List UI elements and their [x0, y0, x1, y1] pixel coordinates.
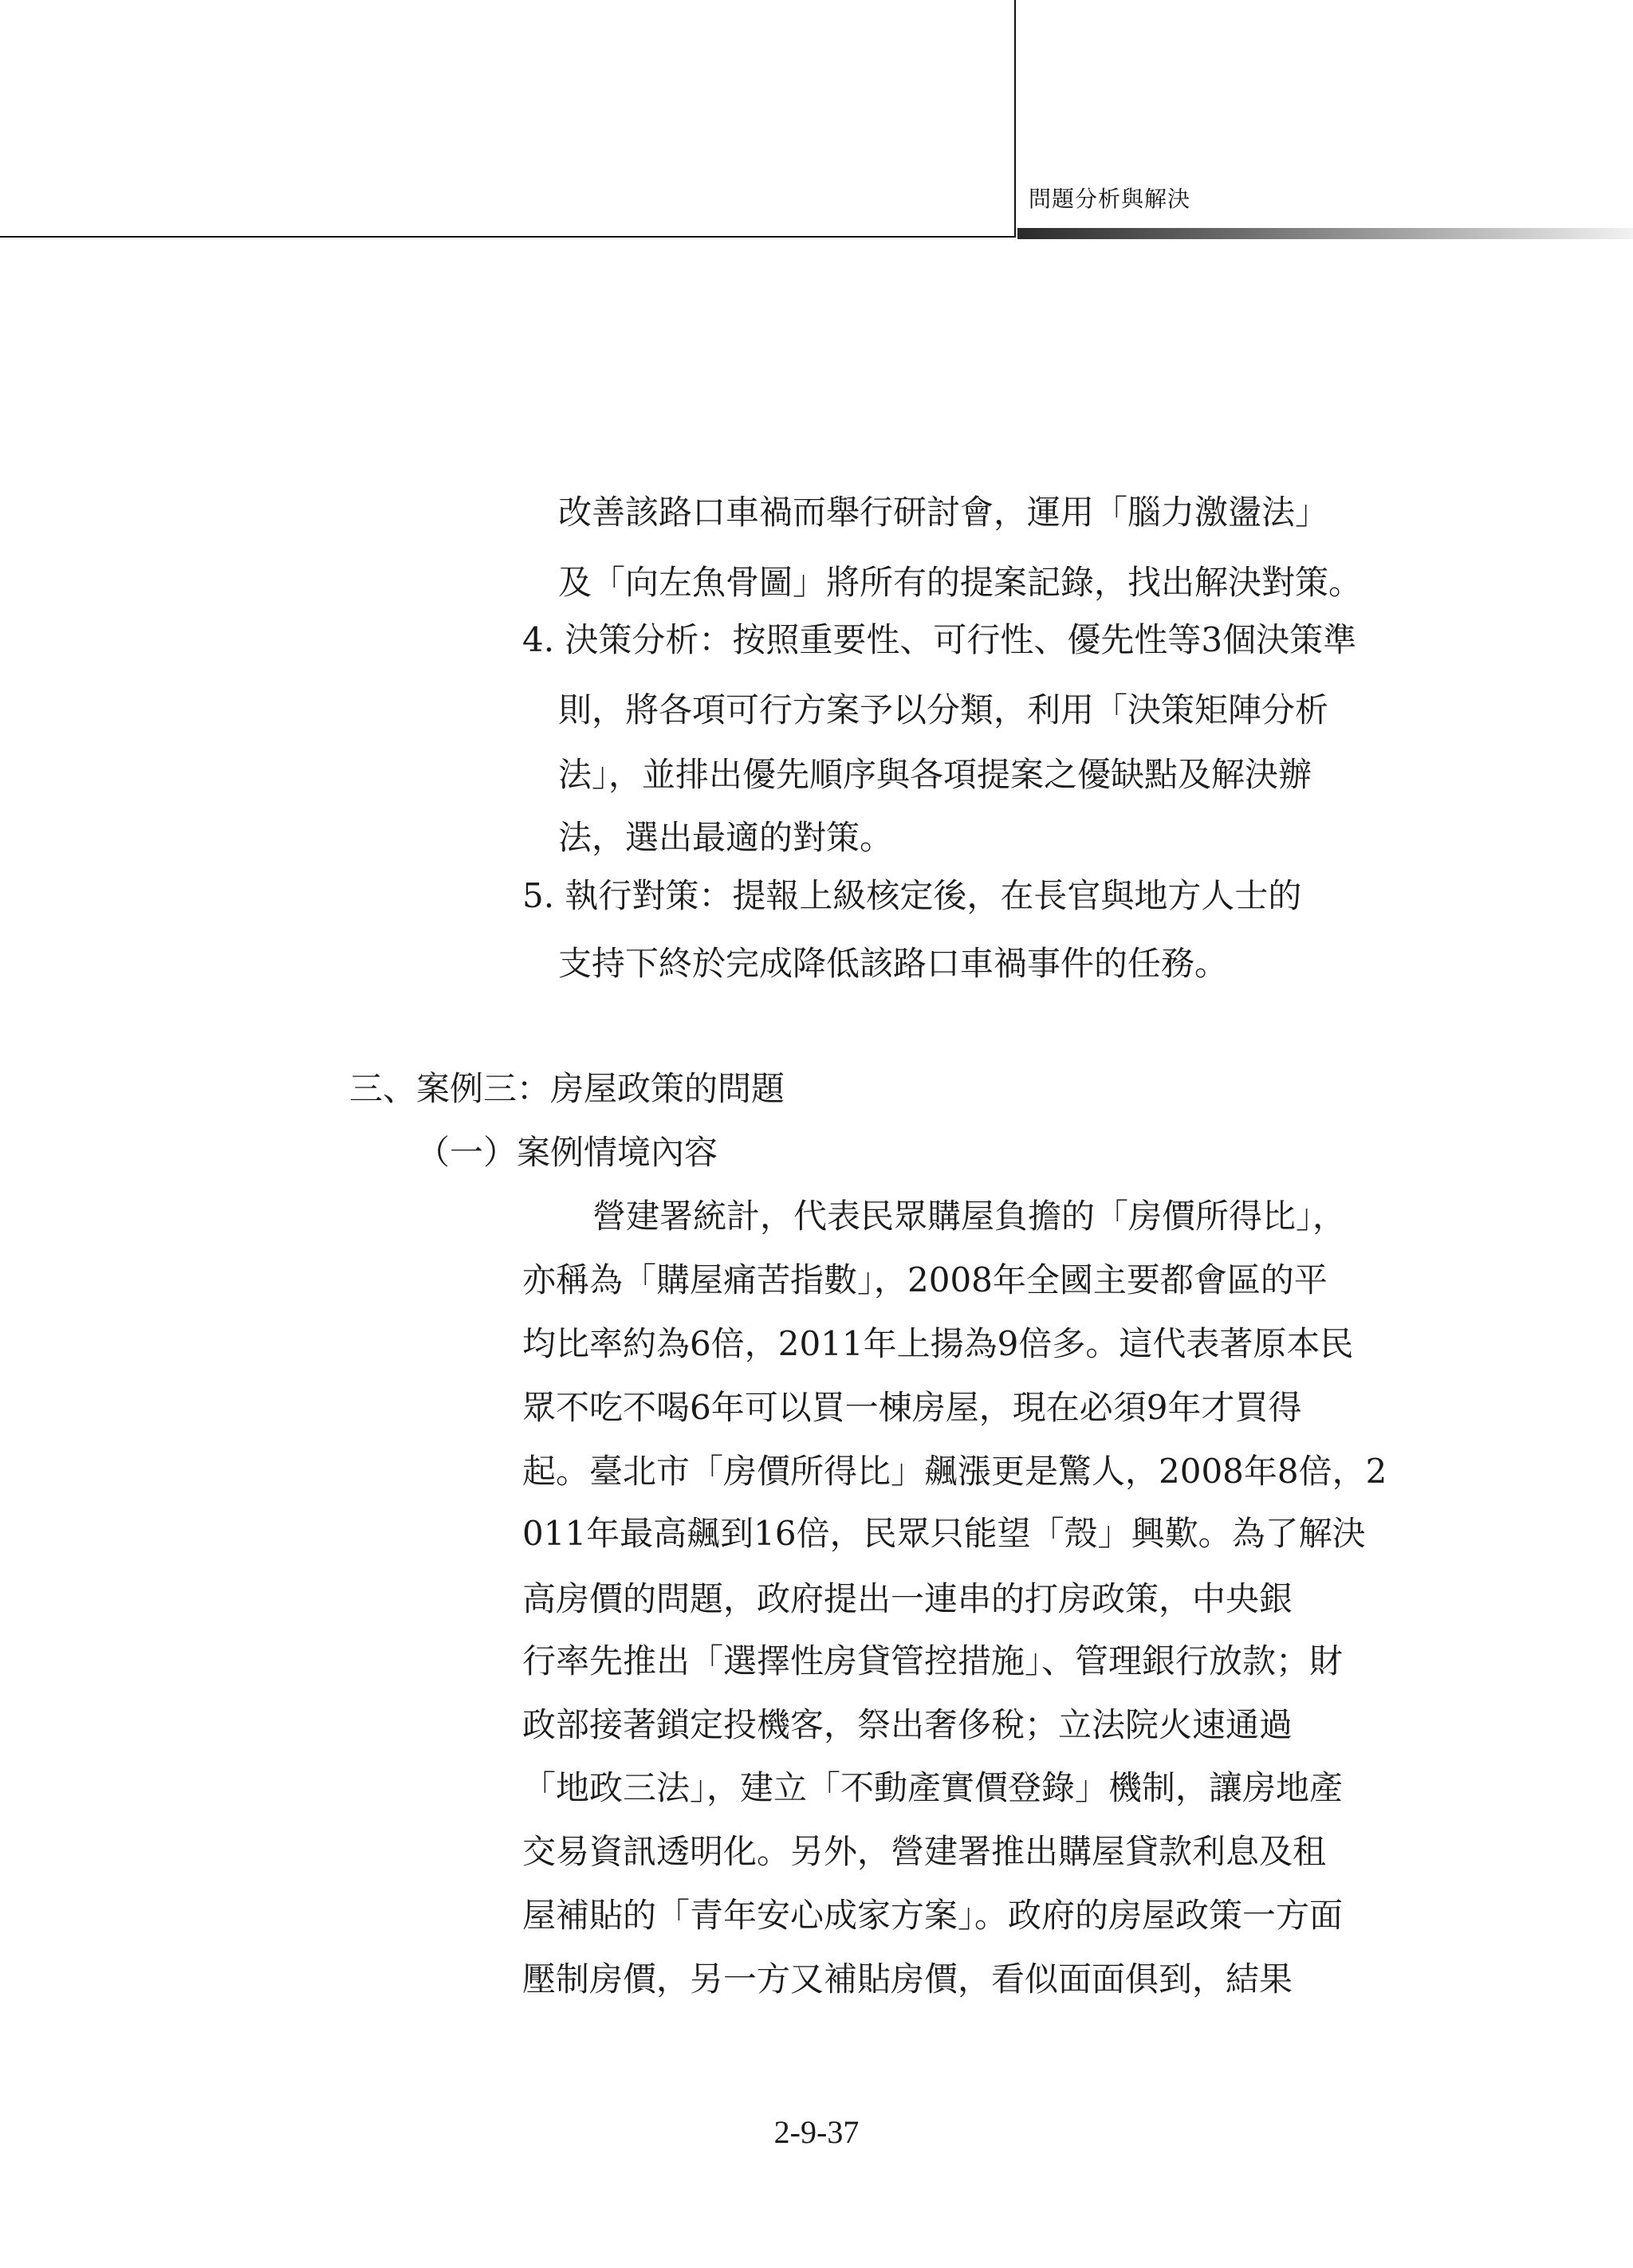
header-vertical-rule — [1014, 0, 1016, 238]
paragraph-line: 均比率約為6倍，2011年上揚為9倍多。這代表著原本民 — [522, 1324, 1354, 1363]
page-number: 2-9-37 — [773, 2114, 860, 2150]
paragraph-line: 屋補貼的「青年安心成家方案」。政府的房屋政策一方面 — [522, 1896, 1344, 1935]
body-line: 法」，並排出優先順序與各項提案之優缺點及解決辦 — [558, 755, 1312, 794]
body-line: 則，將各項可行方案予以分類，利用「決策矩陣分析 — [558, 690, 1329, 729]
header-gradient-bar — [1017, 228, 1633, 239]
running-header-title: 問題分析與解決 — [1029, 186, 1191, 212]
paragraph-line: 011年最高飆到16倍，民眾只能望「殼」興歎。為了解決 — [522, 1514, 1366, 1553]
list-item-4: 4. 決策分析：按照重要性、可行性、優先性等3個決策準 — [522, 620, 1357, 659]
paragraph-line: 高房價的問題，政府提出一連串的打房政策，中央銀 — [522, 1579, 1293, 1618]
body-line: 改善該路口車禍而舉行研討會，運用「腦力激盪法」 — [558, 493, 1329, 532]
header-rule — [0, 236, 1014, 238]
body-line: 及「向左魚骨圖」將所有的提案記錄，找出解決對策。 — [558, 563, 1363, 602]
subsection-heading: （一）案例情境內容 — [416, 1133, 718, 1172]
paragraph-line: 壓制房價，另一方又補貼房價，看似面面俱到，結果 — [522, 1959, 1293, 1999]
paragraph-line: 行率先推出「選擇性房貸管控措施」、管理銀行放款；財 — [522, 1641, 1344, 1680]
paragraph-line: 眾不吃不喝6年可以買一棟房屋，現在必須9年才買得 — [522, 1388, 1302, 1427]
list-item-5: 5. 執行對策：提報上級核定後，在長官與地方人士的 — [522, 876, 1302, 915]
paragraph-line: 「地政三法」，建立「不動產實價登錄」機制，讓房地產 — [522, 1768, 1344, 1807]
paragraph-line: 起。臺北市「房價所得比」飆漲更是驚人，2008年8倍，2 — [522, 1452, 1387, 1491]
body-line: 法，選出最適的對策。 — [558, 818, 894, 857]
paragraph-line: 政部接著鎖定投機客，祭出奢侈稅；立法院火速通過 — [522, 1705, 1293, 1744]
body-line: 支持下終於完成降低該路口車禍事件的任務。 — [558, 944, 1229, 983]
section-heading: 三、案例三：房屋政策的問題 — [349, 1069, 785, 1108]
paragraph-line: 亦稱為「購屋痛苦指數」，2008年全國主要都會區的平 — [522, 1260, 1328, 1299]
paragraph-line: 營建署統計，代表民眾購屋負擔的「房價所得比」， — [592, 1197, 1347, 1236]
paragraph-line: 交易資訊透明化。另外，營建署推出購屋貸款利息及租 — [522, 1832, 1327, 1871]
